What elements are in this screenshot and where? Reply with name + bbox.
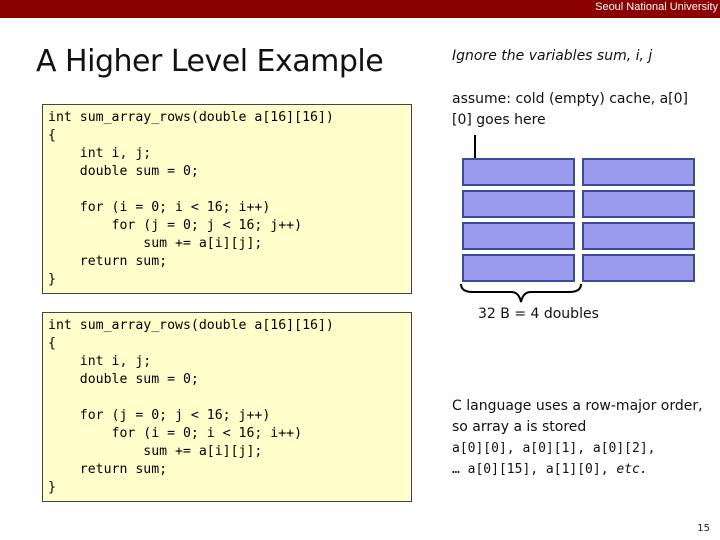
array-var-name: a	[513, 419, 522, 435]
cache-block	[462, 190, 575, 218]
storage-order-line-2	[452, 459, 656, 480]
cache-diagram	[462, 158, 716, 282]
storage-order-etc: etc.	[616, 462, 648, 477]
cache-block	[462, 222, 575, 250]
note-ignore-variables: Ignore the variables sum, i, j	[452, 48, 653, 64]
note-assume-cold-cache: assume: cold (empty) cache, a[0][0] goes here	[452, 91, 689, 128]
cache-block-size-label: 32 B = 4 doubles	[478, 306, 599, 322]
header-bar	[0, 0, 720, 18]
code-block-rows: int sum_array_rows(double a[16][16]) { int i, j; double sum = 0; for (i = 0; i < 16; i++) for (j = 0; j < 16; j++) sum += a[i][j]; return sum; }	[42, 104, 412, 294]
cache-block	[582, 254, 695, 282]
curly-brace-icon	[459, 282, 583, 304]
institution-name: Seoul National University	[595, 1, 718, 13]
cache-block	[462, 158, 575, 186]
note-row-major	[452, 396, 712, 438]
cache-block	[582, 190, 695, 218]
cache-block	[462, 254, 575, 282]
code-block-cols: int sum_array_rows(double a[16][16]) { int i, j; double sum = 0; for (j = 0; j < 16; j++) for (i = 0; i < 16; i++) sum += a[i][j]; return sum; }	[42, 312, 412, 502]
note-row-major-suffix: is stored	[521, 419, 587, 435]
cache-block	[582, 222, 695, 250]
storage-order-line-2-text: … a[0][15], a[1][0],	[452, 462, 617, 477]
note-row-major-text: C language uses a row-major order, so array	[452, 398, 703, 435]
cache-block	[582, 158, 695, 186]
slide-title: A Higher Level Example	[36, 44, 384, 79]
page-number: 15	[697, 523, 710, 534]
storage-order-line-1: a[0][0], a[0][1], a[0][2],	[452, 441, 656, 456]
storage-order	[452, 438, 656, 480]
